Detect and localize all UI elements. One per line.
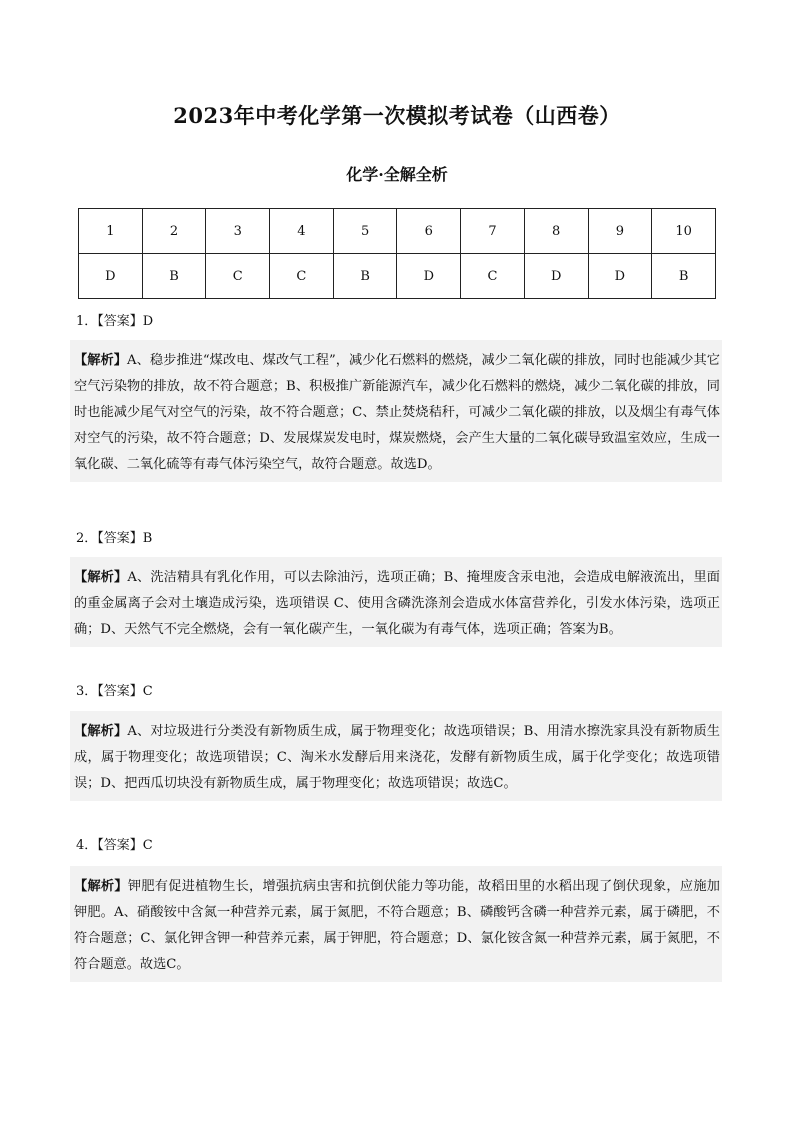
answer-cell: C	[206, 254, 270, 299]
explanation-block-4	[70, 866, 722, 982]
answer-cell: D	[397, 254, 461, 299]
answer-cell: B	[652, 254, 716, 299]
document-subtitle: 化学·全解全析	[346, 165, 448, 184]
question-number-cell: 4	[270, 209, 334, 254]
answer-line-4: 4．【答案】C	[76, 838, 153, 853]
explanation-block-1	[70, 340, 722, 482]
question-number-cell: 1	[79, 209, 143, 254]
answer-table-answer-row	[79, 254, 716, 299]
question-number-cell: 10	[652, 209, 716, 254]
explanation-tag: 【解析】	[74, 570, 128, 585]
answer-cell: D	[79, 254, 143, 299]
explanation-text: 钾肥有促进植物生长，增强抗病虫害和抗倒伏能力等功能，故稻田里的水稻出现了倒伏现象，应施加钾肥。A、硝酸铵中含氮一种营养元素，属于氮肥，不符合题意；B、磷酸钙含磷一种营养元素，属于磷肥，不符合题意；C、氯化钾含钾一种营养元素，属于钾肥，符合题意；D、氯化铵含氮一种营养元素，属于氮肥，不符合题意。故选C。	[74, 879, 720, 972]
explanation-tag: 【解析】	[74, 724, 128, 739]
answer-line-2: 2．【答案】B	[76, 531, 153, 546]
answer-cell: B	[142, 254, 206, 299]
answer-cell: B	[333, 254, 397, 299]
explanation-tag: 【解析】	[74, 353, 128, 368]
question-number-cell: 5	[333, 209, 397, 254]
answer-line-1: 1．【答案】D	[76, 314, 154, 329]
question-number-cell: 2	[142, 209, 206, 254]
explanation-text: A、洗洁精具有乳化作用，可以去除油污，选项正确；B、掩埋废含汞电池，会造成电解液流出，里面的重金属离子会对土壤造成污染，选项错误 C、使用含磷洗涤剂会造成水体富营养化，引发水体污染，选项正确；D、天然气不完全燃烧，会有一氧化碳产生，一氧化碳为有毒气体，选项正确；答案为B。	[74, 570, 720, 637]
explanation-block-3	[70, 711, 722, 801]
question-number-cell: 6	[397, 209, 461, 254]
answer-line-3: 3．【答案】C	[76, 684, 153, 699]
explanation-text: A、稳步推进“煤改电、煤改气工程”，减少化石燃料的燃烧，减少二氧化碳的排放，同时也能减少其它空气污染物的排放，故不符合题意；B、积极推广新能源汽车，减少化石燃料的燃烧，减少二氧化碳的排放，同时也能减少尾气对空气的污染，故不符合题意；C、禁止焚烧秸秆，可减少二氧化碳的排放，以及烟尘有毒气体对空气的污染，故不符合题意；D、发展煤炭发电时，煤炭燃烧，会产生大量的二氧化碳导致温室效应，生成一氧化碳、二氧化硫等有毒气体污染空气，故符合题意。故选D。	[74, 353, 720, 472]
answer-cell: D	[588, 254, 652, 299]
answer-cell: D	[524, 254, 588, 299]
answer-cell: C	[461, 254, 525, 299]
question-number-cell: 7	[461, 209, 525, 254]
question-number-cell: 9	[588, 209, 652, 254]
document-title: 2023年中考化学第一次模拟考试卷（山西卷）	[173, 103, 621, 128]
answer-table	[78, 208, 716, 299]
explanation-text: A、对垃圾进行分类没有新物质生成，属于物理变化；故选项错误；B、用清水擦洗家具没有新物质生成，属于物理变化；故选项错误；C、淘米水发酵后用来浇花，发酵有新物质生成，属于化学变化；故选项错误；D、把西瓜切块没有新物质生成，属于物理变化；故选项错误；故选C。	[74, 724, 720, 791]
question-number-cell: 3	[206, 209, 270, 254]
answer-table-number-row	[79, 209, 716, 254]
question-number-cell: 8	[524, 209, 588, 254]
explanation-tag: 【解析】	[74, 879, 128, 894]
answer-cell: C	[270, 254, 334, 299]
explanation-block-2	[70, 557, 722, 647]
